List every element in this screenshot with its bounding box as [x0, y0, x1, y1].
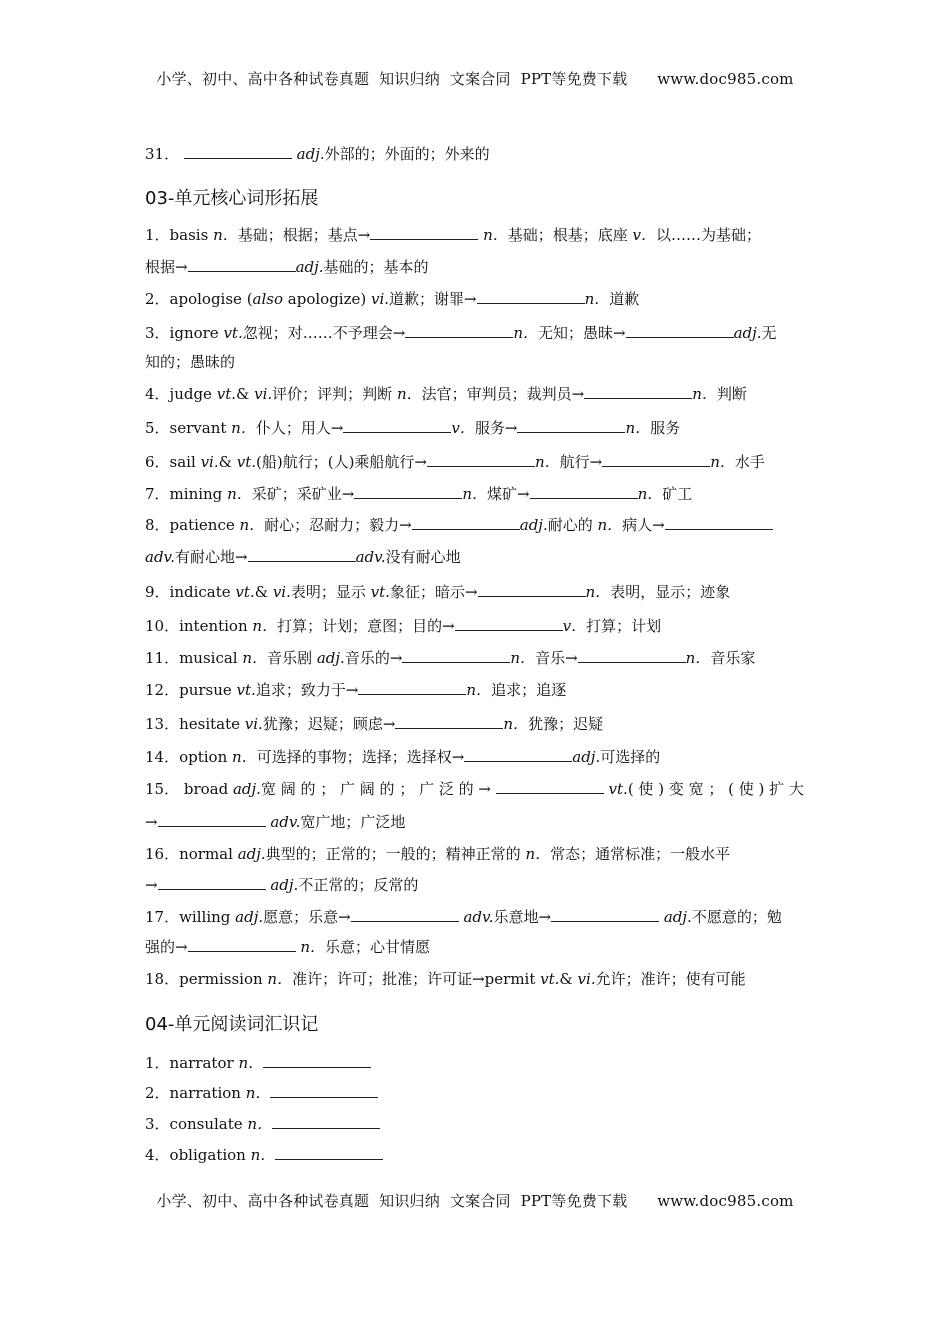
part-of-speech: adj.	[237, 845, 266, 863]
item-5	[145, 417, 680, 438]
answer-blank[interactable]	[248, 546, 356, 562]
answer-blank[interactable]	[478, 581, 586, 597]
meaning: 煤矿→	[486, 485, 530, 503]
vocab-item-2	[145, 1082, 378, 1103]
conjunction: &	[236, 385, 255, 403]
part-of-speech: vi.	[200, 453, 219, 471]
part-of-speech: n．	[637, 485, 663, 503]
item-3-line-1	[145, 322, 777, 343]
answer-blank[interactable]	[602, 451, 710, 467]
headword: 1．narrator	[145, 1054, 239, 1072]
part-of-speech: n．	[625, 419, 651, 437]
part-of-speech: adj.	[296, 145, 325, 163]
headword: 16．normal	[145, 845, 238, 863]
meaning: 根据→	[145, 258, 188, 276]
item-4	[145, 383, 747, 404]
answer-blank[interactable]	[405, 322, 513, 338]
meaning: 宽 阔 的 ； 广 阔 的 ； 广 泛 的 →	[260, 780, 496, 798]
part-of-speech: vt.	[235, 583, 255, 601]
item-11	[145, 647, 755, 668]
headword: 11．musical	[145, 649, 243, 667]
part-of-speech: n．	[503, 715, 529, 733]
item-7	[145, 483, 692, 504]
headword: 12．pursue	[145, 681, 237, 699]
meaning: 追求；追逐	[491, 681, 567, 699]
meaning: 服务	[650, 419, 681, 437]
meaning: 道歉；谢罪→	[389, 290, 477, 308]
part-of-speech: n．	[231, 419, 256, 437]
part-of-speech: vi.	[244, 715, 263, 733]
item-16-line-1	[145, 844, 730, 864]
meaning: (船)航行；(人)乘船航行→	[256, 453, 427, 471]
part-of-speech: adj.	[232, 780, 261, 798]
part-of-speech: adj.	[270, 876, 299, 894]
meaning: 没有耐心地	[385, 548, 461, 566]
part-of-speech: v．	[632, 226, 657, 244]
meaning: 音乐剧	[267, 649, 317, 667]
headword: 10．intention	[145, 617, 253, 635]
meaning: 矿工	[662, 485, 693, 503]
part-of-speech: n．	[267, 970, 293, 988]
meaning: 象征；暗示→	[389, 583, 478, 601]
part-of-speech: n．	[466, 681, 492, 699]
meaning: 耐心的	[547, 516, 598, 534]
part-of-speech: vt.	[608, 780, 628, 798]
page-footer: 小学、初中、高中各种试卷真题 知识归纳 文案合同 PPT等免费下载 www.doc985.com	[156, 1192, 794, 1210]
meaning: 乐意地→	[493, 908, 552, 926]
vocab-item-4	[145, 1144, 383, 1165]
also-label: also	[252, 290, 284, 308]
item-16-line-2	[145, 874, 418, 895]
part-of-speech: n．	[692, 385, 717, 403]
part-of-speech: n．	[478, 226, 508, 244]
part-of-speech: n．	[710, 453, 735, 471]
answer-blank[interactable]	[402, 647, 510, 663]
answer-blank[interactable]	[275, 1144, 383, 1160]
part-of-speech: adv.	[355, 548, 386, 566]
answer-blank[interactable]	[272, 1113, 380, 1129]
part-of-speech: n．	[513, 324, 538, 342]
meaning: 道歉	[609, 290, 640, 308]
headword: 9．indicate	[145, 583, 236, 601]
vocab-item-1	[145, 1052, 371, 1073]
page-header: 小学、初中、高中各种试卷真题 知识归纳 文案合同 PPT等免费下载 www.doc985.com	[156, 70, 794, 88]
meaning: 准许；许可；批准；许可证→permit	[292, 970, 541, 988]
meaning: 打算；计划；意图；目的→	[277, 617, 455, 635]
meaning: →	[145, 876, 158, 894]
part-of-speech: n．	[396, 385, 422, 403]
section-title-04: 04-单元阅读词汇识记	[145, 1014, 319, 1035]
vocab-item-3	[145, 1113, 380, 1134]
part-of-speech: adj.	[316, 649, 345, 667]
part-of-speech: n．	[213, 226, 238, 244]
answer-blank[interactable]	[551, 906, 659, 922]
part-of-speech: adj.	[663, 908, 692, 926]
headword: 2．narration	[145, 1084, 246, 1102]
part-of-speech: n．	[247, 1115, 273, 1133]
answer-blank[interactable]	[477, 288, 585, 304]
part-of-speech: n．	[525, 845, 551, 863]
meaning: 不愿意的；勉	[691, 908, 782, 926]
answer-blank[interactable]	[263, 1052, 371, 1068]
part-of-speech: adv.	[270, 813, 301, 831]
meaning: 犹豫；迟疑	[528, 715, 604, 733]
answer-blank[interactable]	[343, 417, 451, 433]
meaning: 宽广地；广泛地	[300, 813, 406, 831]
meaning: 评价；评判；判断	[272, 385, 397, 403]
answer-blank[interactable]	[626, 322, 734, 338]
item-15-line-2	[145, 811, 405, 832]
headword: 18．permission	[145, 970, 268, 988]
headword: 17．willing	[145, 908, 236, 926]
part-of-speech: vt.	[540, 970, 560, 988]
part-of-speech: adv.	[145, 548, 176, 566]
answer-blank[interactable]	[455, 615, 563, 631]
answer-blank[interactable]	[188, 256, 296, 272]
meaning: 基础；根基；底座	[507, 226, 633, 244]
headword: 6．sail	[145, 453, 201, 471]
part-of-speech: n．	[239, 516, 265, 534]
headword: 15． broad	[145, 780, 233, 798]
meaning: 强的→	[145, 938, 188, 956]
meaning: 服务→	[474, 419, 518, 437]
answer-blank[interactable]	[427, 451, 535, 467]
headword: 4．obligation	[145, 1146, 251, 1164]
part-of-speech: adj.	[572, 748, 601, 766]
headword: 7．mining	[145, 485, 228, 503]
meaning: 打算；计划	[586, 617, 662, 635]
meaning: 外部的；外面的；外来的	[324, 145, 490, 163]
meaning: 无	[761, 324, 777, 342]
part-of-speech: vt.	[223, 324, 243, 342]
answer-blank[interactable]	[270, 1082, 378, 1098]
meaning: 有耐心地→	[175, 548, 248, 566]
item-31	[145, 143, 490, 164]
item-number: 31．	[145, 145, 180, 163]
meaning: 耐心；忍耐力；毅力→	[264, 516, 412, 534]
item-8-line-1	[145, 514, 773, 535]
item-18	[145, 969, 746, 989]
headword: 14．option	[145, 748, 233, 766]
meaning: 典型的；正常的；一般的；精神正常的	[265, 845, 526, 863]
part-of-speech: vi.	[577, 970, 596, 988]
item-13	[145, 713, 603, 734]
item-12	[145, 679, 566, 700]
headword: 3．consulate	[145, 1115, 248, 1133]
meaning: 犹豫；迟疑；顾虑→	[262, 715, 396, 733]
headword: 1．basis	[145, 226, 214, 244]
answer-blank[interactable]	[358, 679, 466, 695]
item-15-line-1	[145, 778, 804, 799]
conjunction: &	[559, 970, 578, 988]
headword: 13．hesitate	[145, 715, 245, 733]
meaning: 可选择的事物；选择；选择权→	[256, 748, 465, 766]
part-of-speech: n．	[242, 649, 268, 667]
meaning: 无知；愚昧→	[537, 324, 626, 342]
headword: 3．ignore	[145, 324, 224, 342]
answer-blank[interactable]	[665, 514, 773, 530]
part-of-speech: vt.	[236, 453, 257, 471]
part-of-speech: adj.	[733, 324, 762, 342]
part-of-speech: vt.	[236, 681, 256, 699]
part-of-speech: vt.	[370, 583, 390, 601]
part-of-speech: n．	[585, 583, 611, 601]
headword: 2．apologise (	[145, 290, 253, 308]
item-1-line-1	[145, 224, 761, 245]
item-3-line-2	[145, 352, 235, 372]
part-of-speech: n．	[597, 516, 623, 534]
meaning: 忽视；对……不予理会→	[242, 324, 406, 342]
part-of-speech: n．	[300, 938, 326, 956]
meaning: 航行→	[559, 453, 603, 471]
answer-blank[interactable]	[351, 906, 459, 922]
meaning: 仆人；用人→	[255, 419, 344, 437]
meaning: 愿意；乐意→	[263, 908, 351, 926]
part-of-speech: n．	[584, 290, 610, 308]
meaning: 表明；显示	[290, 583, 371, 601]
item-17-line-1	[145, 906, 782, 927]
answer-blank[interactable]	[584, 383, 692, 399]
part-of-speech: adv.	[463, 908, 494, 926]
answer-blank[interactable]	[412, 514, 520, 530]
meaning: →	[145, 813, 158, 831]
meaning: 追求；致力于→	[255, 681, 359, 699]
meaning: 可选择的	[600, 748, 661, 766]
part-of-speech: n．	[238, 1054, 264, 1072]
part-of-speech: vi.	[272, 583, 291, 601]
part-of-speech: vi.	[254, 385, 273, 403]
headword-variant: apologize)	[283, 290, 371, 308]
conjunction: &	[218, 453, 237, 471]
part-of-speech: n．	[245, 1084, 271, 1102]
answer-blank[interactable]	[464, 746, 572, 762]
answer-blank[interactable]	[530, 483, 638, 499]
meaning: 水手	[734, 453, 765, 471]
answer-blank[interactable]	[496, 778, 604, 794]
meaning: 不正常的；反常的	[298, 876, 419, 894]
part-of-speech: n．	[535, 453, 560, 471]
part-of-speech: n．	[252, 617, 278, 635]
answer-blank[interactable]	[517, 417, 625, 433]
answer-blank[interactable]	[158, 811, 266, 827]
item-17-line-2	[145, 936, 430, 957]
meaning: 采矿；采矿业→	[251, 485, 355, 503]
item-9	[145, 581, 730, 602]
meaning: 音乐家	[710, 649, 756, 667]
answer-blank[interactable]	[395, 713, 503, 729]
answer-blank[interactable]	[188, 936, 296, 952]
meaning: 音乐的→	[344, 649, 403, 667]
item-6	[145, 451, 765, 472]
meaning: 判断	[716, 385, 747, 403]
headword: 5．servant	[145, 419, 232, 437]
answer-blank[interactable]	[354, 483, 462, 499]
part-of-speech: adj.	[519, 516, 548, 534]
part-of-speech: adj.	[295, 258, 324, 276]
item-14	[145, 746, 660, 767]
item-2	[145, 288, 639, 309]
part-of-speech: n．	[462, 485, 487, 503]
meaning: 基础的；基本的	[323, 258, 429, 276]
answer-blank[interactable]	[158, 874, 266, 890]
answer-blank[interactable]	[578, 647, 686, 663]
part-of-speech: v．	[451, 419, 475, 437]
part-of-speech: n．	[227, 485, 252, 503]
part-of-speech: n．	[510, 649, 536, 667]
part-of-speech: n．	[250, 1146, 276, 1164]
item-1-line-2	[145, 256, 429, 277]
answer-blank[interactable]	[184, 143, 292, 159]
item-8-line-2	[145, 546, 461, 567]
meaning: ( 使 ) 变 宽 ； ( 使 ) 扩 大	[627, 780, 804, 798]
part-of-speech: vt.	[216, 385, 236, 403]
meaning: 允许；准许；使有可能	[595, 970, 746, 988]
meaning: 病人→	[622, 516, 665, 534]
part-of-speech: vi.	[371, 290, 390, 308]
part-of-speech: v．	[562, 617, 587, 635]
part-of-speech: adj.	[235, 908, 264, 926]
part-of-speech: n．	[232, 748, 257, 766]
meaning: 音乐→	[535, 649, 578, 667]
item-10	[145, 615, 661, 636]
meaning: 知的；愚昧的	[145, 353, 236, 371]
meaning: 表明，显示；迹象	[610, 583, 731, 601]
headword: 8．patience	[145, 516, 240, 534]
meaning: 常态；通常标准；一般水平	[550, 845, 731, 863]
meaning: 乐意；心甘情愿	[325, 938, 431, 956]
meaning: 法官；审判员；裁判员→	[421, 385, 585, 403]
meaning: 基础；根据；基点→	[237, 226, 371, 244]
meaning: 以……为基础；	[656, 226, 762, 244]
answer-blank[interactable]	[370, 224, 478, 240]
part-of-speech: n．	[685, 649, 711, 667]
headword: 4．judge	[145, 385, 217, 403]
conjunction: &	[254, 583, 273, 601]
section-title-03: 03-单元核心词形拓展	[145, 188, 319, 209]
